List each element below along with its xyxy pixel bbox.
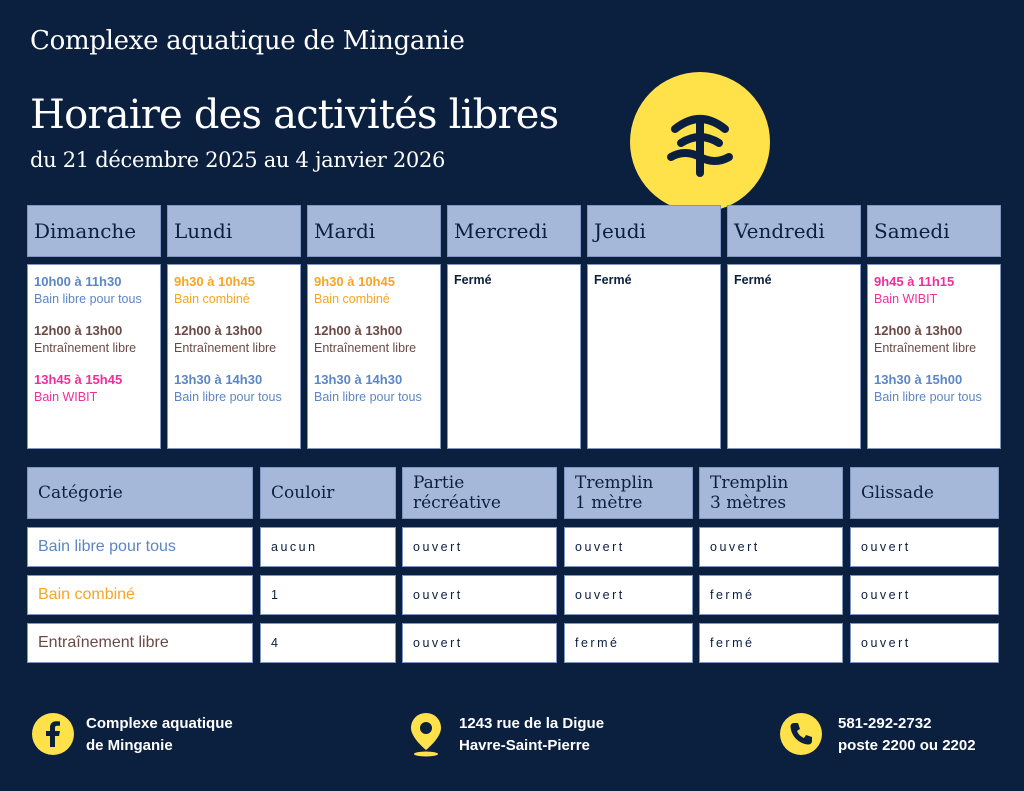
day-header: Dimanche bbox=[27, 205, 161, 257]
facebook-icon[interactable] bbox=[32, 713, 74, 755]
closed-label: Fermé bbox=[734, 273, 772, 287]
category-name: Bain libre pour tous bbox=[27, 527, 253, 567]
day-header: Mardi bbox=[307, 205, 441, 257]
phone-icon[interactable] bbox=[780, 713, 822, 755]
slot-time: 12h00 à 13h00 bbox=[314, 323, 403, 338]
day-header: Mercredi bbox=[447, 205, 581, 257]
category-name: Bain combiné bbox=[27, 575, 253, 615]
day-schedule bbox=[867, 264, 1001, 449]
slot-activity: Entraînement libre bbox=[34, 341, 137, 355]
table-cell: ouvert bbox=[402, 575, 557, 615]
schedule-slot bbox=[874, 273, 994, 309]
slot-time: 13h45 à 15h45 bbox=[34, 372, 123, 387]
phone-line1: 581-292-2732 bbox=[838, 715, 932, 732]
table-cell: ouvert bbox=[850, 623, 999, 663]
day-header: Jeudi bbox=[587, 205, 721, 257]
facebook-label[interactable] bbox=[86, 713, 233, 757]
schedule-slot bbox=[874, 322, 994, 358]
slot-time: 12h00 à 13h00 bbox=[874, 323, 963, 338]
day-schedule bbox=[27, 264, 161, 449]
table-cell: ouvert bbox=[850, 575, 999, 615]
phone-label[interactable] bbox=[838, 713, 976, 757]
slot-activity: Bain libre pour tous bbox=[34, 292, 142, 306]
slot-activity: Entraînement libre bbox=[874, 341, 977, 355]
slot-time: 10h00 à 11h30 bbox=[34, 274, 122, 289]
table-cell: 1 bbox=[260, 575, 396, 615]
day-schedule bbox=[447, 264, 581, 449]
closed-label: Fermé bbox=[454, 273, 492, 287]
org-name: Complexe aquatique de Minganie bbox=[30, 26, 465, 56]
table-cell: ouvert bbox=[402, 623, 557, 663]
slot-activity: Entraînement libre bbox=[314, 341, 417, 355]
table-cell: fermé bbox=[564, 623, 693, 663]
day-header: Samedi bbox=[867, 205, 1001, 257]
table-cell: 4 bbox=[260, 623, 396, 663]
slot-activity: Bain libre pour tous bbox=[314, 390, 422, 404]
table-cell: ouvert bbox=[699, 527, 843, 567]
schedule-slot bbox=[34, 322, 154, 358]
schedule-slot bbox=[174, 273, 294, 309]
address-line1: 1243 rue de la Digue bbox=[459, 715, 605, 732]
table-cell: ouvert bbox=[402, 527, 557, 567]
table-cell: aucun bbox=[260, 527, 396, 567]
slot-activity: Bain combiné bbox=[314, 292, 390, 306]
slot-activity: Bain WIBIT bbox=[874, 292, 938, 306]
aquatic-logo-icon bbox=[655, 97, 745, 187]
slot-time: 13h30 à 15h00 bbox=[874, 372, 963, 387]
day-schedule bbox=[307, 264, 441, 449]
slot-activity: Entraînement libre bbox=[174, 341, 277, 355]
slot-activity: Bain WIBIT bbox=[34, 390, 98, 404]
address-label bbox=[459, 713, 604, 757]
table-header: Glissade bbox=[850, 467, 999, 519]
day-schedule bbox=[727, 264, 861, 449]
slot-time: 9h30 à 10h45 bbox=[174, 274, 255, 289]
phone-line2: poste 2200 ou 2202 bbox=[838, 737, 976, 754]
table-header: Catégorie bbox=[27, 467, 253, 519]
table-cell: ouvert bbox=[850, 527, 999, 567]
schedule-slot bbox=[34, 273, 154, 309]
day-header: Lundi bbox=[167, 205, 301, 257]
day-schedule bbox=[167, 264, 301, 449]
schedule-slot bbox=[314, 273, 434, 309]
location-pin-icon bbox=[406, 710, 446, 758]
slot-activity: Bain libre pour tous bbox=[174, 390, 282, 404]
schedule-slot bbox=[174, 322, 294, 358]
table-header: Tremplin 1 mètre bbox=[564, 467, 693, 519]
slot-time: 9h30 à 10h45 bbox=[314, 274, 395, 289]
slot-time: 12h00 à 13h00 bbox=[34, 323, 123, 338]
slot-activity: Bain libre pour tous bbox=[874, 390, 982, 404]
slot-time: 13h30 à 14h30 bbox=[174, 372, 263, 387]
slot-time: 12h00 à 13h00 bbox=[174, 323, 263, 338]
slot-activity: Bain combiné bbox=[174, 292, 250, 306]
slot-time: 9h45 à 11h15 bbox=[874, 274, 955, 289]
facebook-line2: de Minganie bbox=[86, 737, 173, 754]
table-cell: fermé bbox=[699, 575, 843, 615]
facebook-line1: Complexe aquatique bbox=[86, 715, 233, 732]
schedule-slot bbox=[314, 371, 434, 407]
date-range: du 21 décembre 2025 au 4 janvier 2026 bbox=[30, 148, 446, 172]
schedule-slot bbox=[174, 371, 294, 407]
schedule-slot bbox=[874, 371, 994, 407]
day-schedule bbox=[587, 264, 721, 449]
logo bbox=[630, 72, 770, 212]
schedule-slot bbox=[34, 371, 154, 407]
table-cell: ouvert bbox=[564, 527, 693, 567]
closed-label: Fermé bbox=[594, 273, 632, 287]
category-name: Entraînement libre bbox=[27, 623, 253, 663]
page-title: Horaire des activités libres bbox=[30, 92, 559, 138]
table-cell: ouvert bbox=[564, 575, 693, 615]
day-header: Vendredi bbox=[727, 205, 861, 257]
schedule-slot bbox=[314, 322, 434, 358]
table-header: Couloir bbox=[260, 467, 396, 519]
slot-time: 13h30 à 14h30 bbox=[314, 372, 403, 387]
table-header: Partie récréative bbox=[402, 467, 557, 519]
address-line2: Havre-Saint-Pierre bbox=[459, 737, 590, 754]
table-header: Tremplin 3 mètres bbox=[699, 467, 843, 519]
table-cell: fermé bbox=[699, 623, 843, 663]
